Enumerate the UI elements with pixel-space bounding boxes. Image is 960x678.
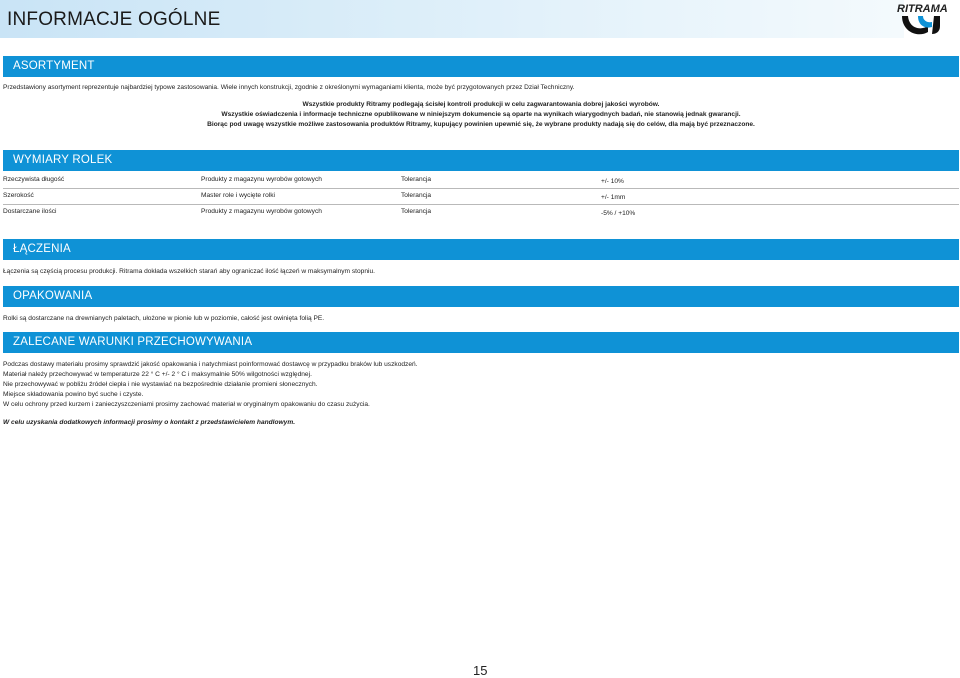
storage-instruction: Miejsce składowania powino być suche i czyste. xyxy=(3,391,144,398)
dimensions-row xyxy=(3,208,959,220)
storage-instruction: Nie przechowywać w pobliżu źródeł ciepła i nie wystawiać na bezpośrednie działanie promieni słonecznych. xyxy=(3,381,318,388)
asortyment-intro: Przedstawiony asortyment reprezentuje najbardziej typowe zastosowania. Wiele innych konstrukcji, zgodnie z określonymi wymaganiami klienta, może być przygotowanych przez Dział Techniczny. xyxy=(3,84,575,91)
ritrama-logo xyxy=(896,2,958,40)
dimension-tolerance-label: Tolerancja xyxy=(401,176,432,183)
storage-instruction: Podczas dostawy materiału prosimy sprawdzić jakość opakowania i natychmiast poinformować dostawcę w przypadku braków lub uszkodzeń. xyxy=(3,361,418,368)
section-asortyment-heading: ASORTYMENT xyxy=(3,56,959,77)
dimension-label: Szerokość xyxy=(3,192,34,199)
dimensions-row xyxy=(3,176,959,188)
row-divider xyxy=(3,204,959,205)
logo-wordmark: RITRAMA xyxy=(897,3,948,15)
dimension-tolerance-value: -5% / +10% xyxy=(601,210,636,217)
dimension-tolerance-label: Tolerancja xyxy=(401,192,432,199)
section-warunki-heading: ZALECANE WARUNKI PRZECHOWYWANIA xyxy=(3,332,959,353)
section-opakowania-heading: OPAKOWANIA xyxy=(3,286,959,307)
dimension-source: Produkty z magazynu wyrobów gotowych xyxy=(201,208,322,215)
quality-notice-line-3: Biorąc pod uwagę wszystkie możliwe zastosowania produktów Ritramy, kupujący powinien upewnić się, że wybrane produkty nadają się do celów, dla mają być przeznaczone. xyxy=(207,121,755,128)
page-header xyxy=(0,0,904,38)
dimension-label: Dostarczane ilości xyxy=(3,208,57,215)
dimensions-row xyxy=(3,192,959,204)
page-number: 15 xyxy=(473,663,488,678)
laczenia-text: Łączenia są częścią procesu produkcji. Ritrama dokłada wszelkich starań aby ograniczać ilość łączeń w maksymalnym stopniu. xyxy=(3,268,375,275)
dimension-tolerance-value: +/- 10% xyxy=(601,178,624,185)
dimension-source: Produkty z magazynu wyrobów gotowych xyxy=(201,176,322,183)
row-divider xyxy=(3,188,959,189)
storage-instruction: Materiał należy przechowywać w temperaturze 22 ° C +/- 2 ° C i maksymalnie 50% wilgotności względnej. xyxy=(3,371,312,378)
quality-notice-line-2: Wszystkie oświadczenia i informacje techniczne opublikowane w niniejszym dokumencie są oparte na wynikach wiarygodnych badań, nie stanowią jednak gwarancji. xyxy=(221,111,741,118)
contact-note: W celu uzyskania dodatkowych informacji prosimy o kontakt z przedstawicielem handlowym. xyxy=(3,419,296,426)
section-wymiary-heading: WYMIARY ROLEK xyxy=(3,150,959,171)
page-title: INFORMACJE OGÓLNE xyxy=(7,9,221,30)
dimension-tolerance-value: +/- 1mm xyxy=(601,194,626,201)
dimension-label: Rzeczywista długość xyxy=(3,176,65,183)
dimension-tolerance-label: Tolerancja xyxy=(401,208,432,215)
ritrama-logo-icon xyxy=(896,2,958,40)
section-laczenia-heading: ŁĄCZENIA xyxy=(3,239,959,260)
quality-notice-line-1: Wszystkie produkty Ritramy podlegają ścisłej kontroli produkcji w celu zagwarantowania dobrej jakości wyrobów. xyxy=(302,101,660,108)
storage-instruction: W celu ochrony przed kurzem i zanieczyszczeniami prosimy zachować materiał w oryginalnym opakowaniu do czasu zużycia. xyxy=(3,401,370,408)
dimension-source: Master role i wycięte rolki xyxy=(201,192,276,199)
opakowania-text: Rolki są dostarczane na drewnianych paletach, ułożone w pionie lub w poziomie, całość jest owinięta folią PE. xyxy=(3,315,325,322)
